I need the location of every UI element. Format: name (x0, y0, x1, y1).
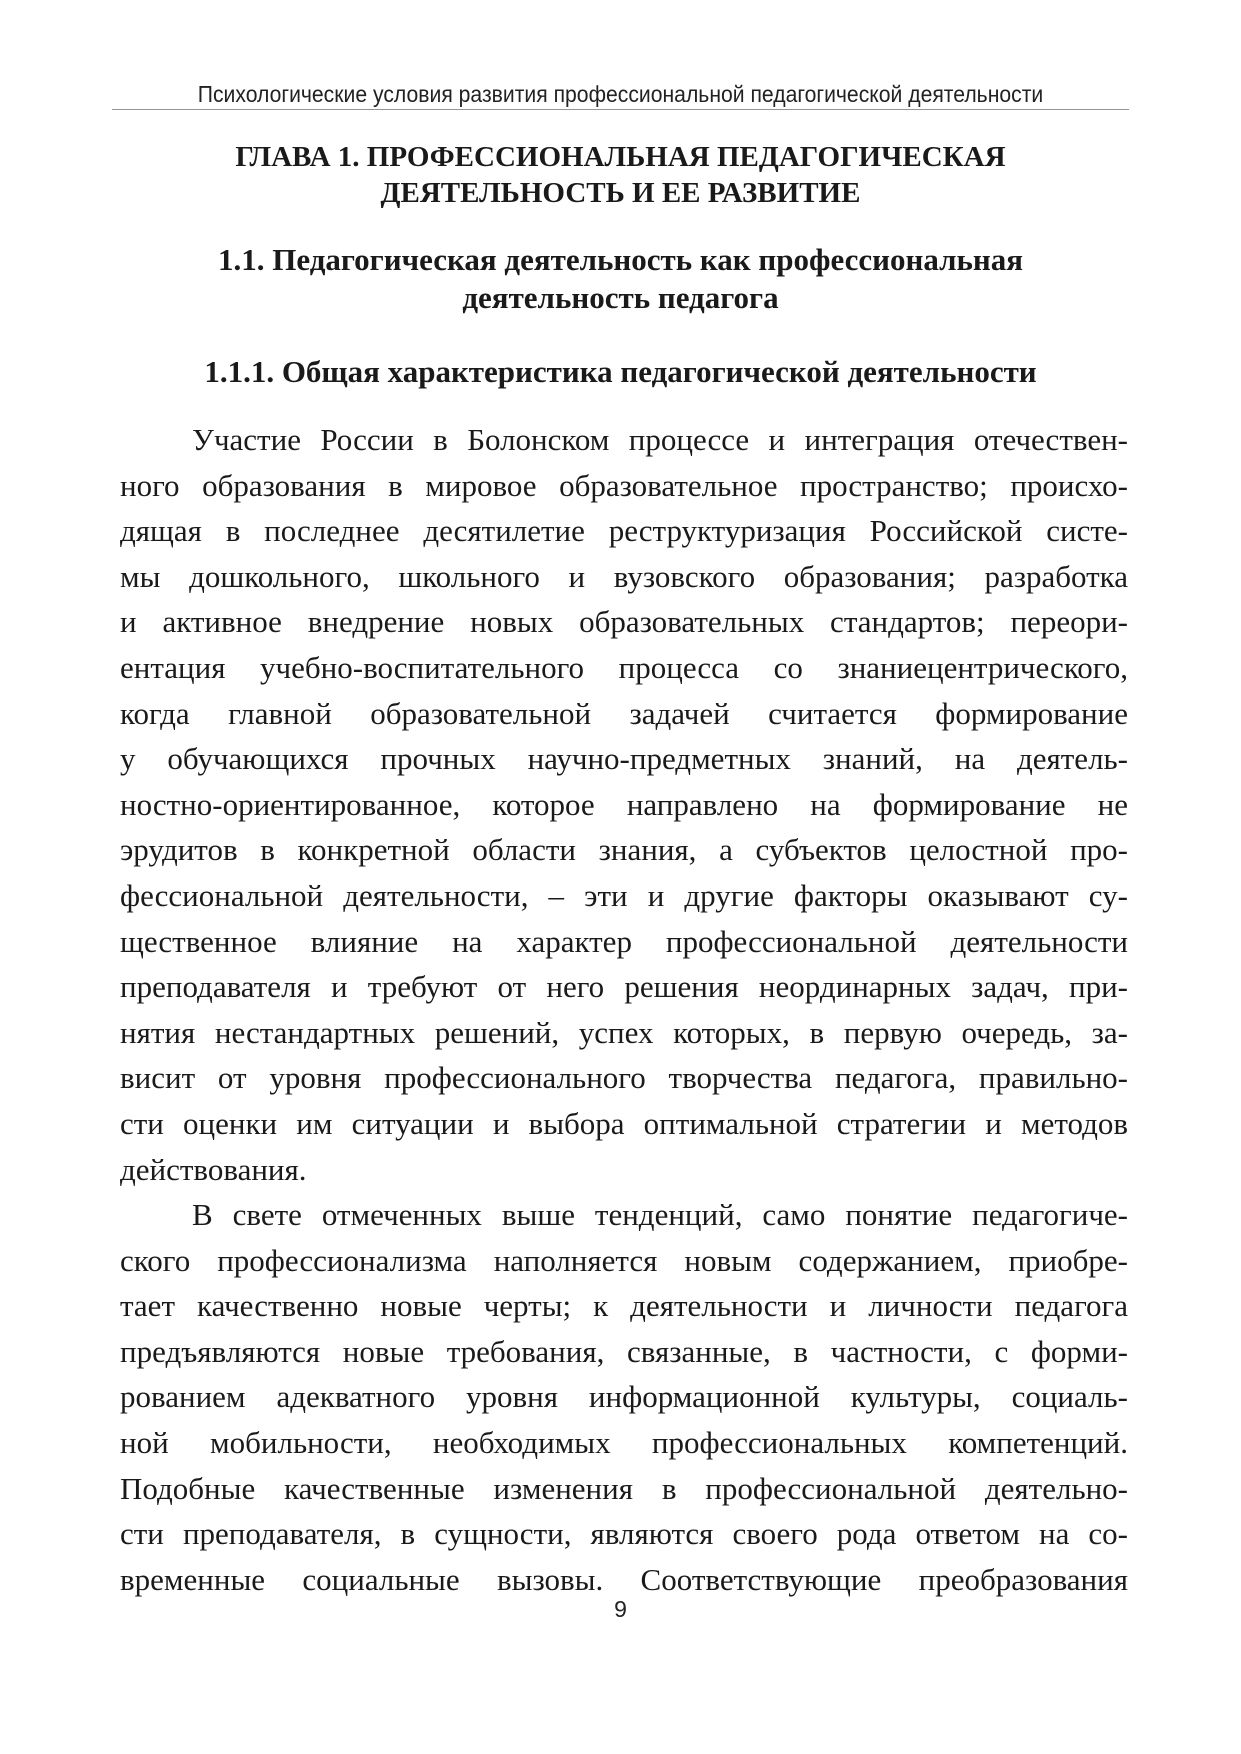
text-line: ного образования в мировое образовательное пространство; происхо- (120, 467, 1128, 503)
text-line: когда главной образовательной задачей считается формирование (120, 695, 1128, 731)
text-line: предъявляются новые требования, связанные, в частности, с форми- (120, 1333, 1128, 1369)
page-number: 9 (614, 1596, 627, 1622)
text-line: щественное влияние на характер профессиональной деятельности (120, 923, 1128, 959)
section-title (112, 241, 1129, 317)
body-text (120, 417, 1128, 1602)
text-line: у обучающихся прочных научно-предметных знаний, на деятель- (120, 741, 1128, 777)
text-line: фессиональной деятельности, – эти и другие факторы оказывают су- (120, 877, 1128, 913)
text-line: сти преподавателя, в сущности, являются своего рода ответом на со- (120, 1516, 1128, 1552)
text-line: временные социальные вызовы. Соответствующие преобразования (120, 1561, 1128, 1597)
text-line: Участие России в Болонском процессе и интеграция отечествен- (192, 422, 1128, 457)
text-line: ского профессионализма наполняется новым содержанием, приобре- (120, 1242, 1128, 1278)
chapter-title-line: ГЛАВА 1. ПРОФЕССИОНАЛЬНАЯ ПЕДАГОГИЧЕСКАЯ (235, 141, 1006, 173)
text-line: ной мобильности, необходимых профессиональных компетенций. (120, 1425, 1128, 1461)
section-title-line: деятельность педагога (462, 280, 779, 315)
text-line: мы дошкольного, школьного и вузовского образования; разработка (120, 558, 1128, 594)
text-line: дящая в последнее десятилетие реструктуризация Российской систе- (120, 513, 1128, 549)
header-rule (112, 109, 1129, 110)
running-header: Психологические условия развития профессиональной педагогической деятельности (197, 81, 1044, 107)
text-line: ностно-ориентированное, которое направлено на формирование не (120, 786, 1128, 822)
text-line: ентация учебно-воспитательного процесса со знаниецентрического, (120, 649, 1128, 685)
text-line: эрудитов в конкретной области знания, а субъектов целостной про- (120, 832, 1128, 868)
text-line: нятия нестандартных решений, успех которых, в первую очередь, за- (120, 1014, 1128, 1050)
text-line: действования. (120, 1151, 307, 1187)
text-line: преподавателя и требуют от него решения неординарных задач, при- (120, 969, 1128, 1005)
section-title-line: 1.1. Педагогическая деятельность как профессиональная (217, 242, 1024, 277)
chapter-title-line: ДЕЯТЕЛЬНОСТЬ И ЕЕ РАЗВИТИЕ (380, 177, 861, 209)
text-line: висит от уровня профессионального творчества педагога, правильно- (120, 1060, 1128, 1096)
subsection-title: 1.1.1. Общая характеристика педагогической деятельности (204, 354, 1037, 389)
text-line: и активное внедрение новых образовательных стандартов; переори- (120, 604, 1128, 640)
text-line: тает качественно новые черты; к деятельности и личности педагога (120, 1288, 1128, 1324)
text-line: Подобные качественные изменения в профессиональной деятельно- (120, 1470, 1128, 1506)
chapter-title (112, 139, 1129, 211)
text-line: рованием адекватного уровня информационной культуры, социаль- (120, 1379, 1128, 1415)
text-line: В свете отмеченных выше тенденций, само понятие педагогиче- (192, 1197, 1128, 1233)
text-line: сти оценки им ситуации и выбора оптимальной стратегии и методов (120, 1105, 1128, 1141)
